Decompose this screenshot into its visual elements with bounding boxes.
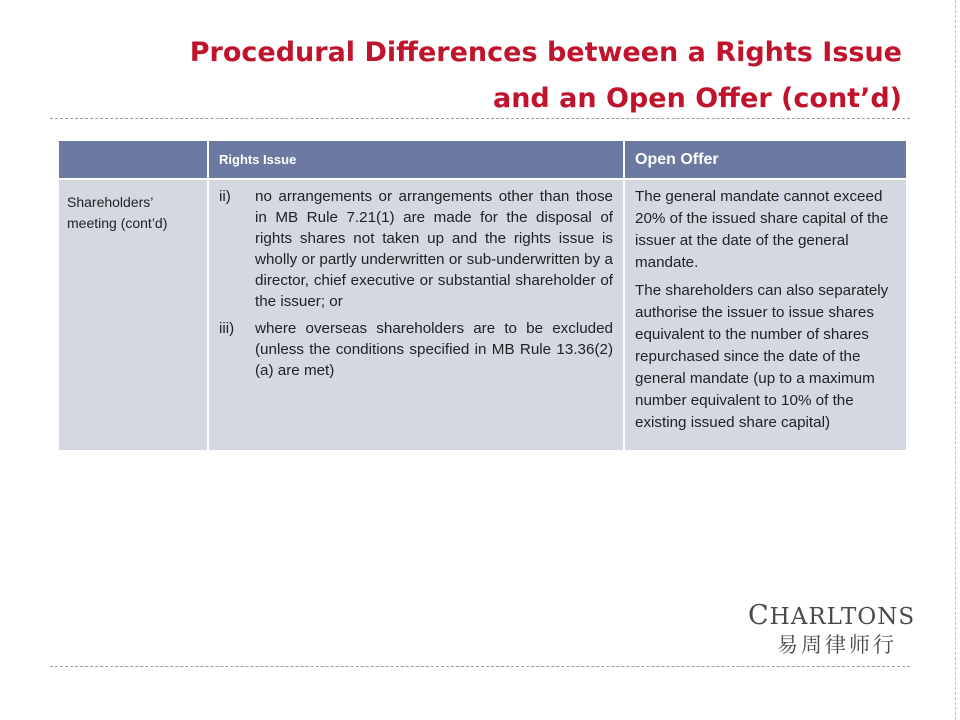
item-text: no arrangements or arrangements other than those in MB Rule 7.21(1) are made for the disposal of rights shares not taken up and the rights issue is wholly or partly underwritten or sub-underwritten by a director, chief executive or substantial shareholder of the issuer; or <box>255 188 613 310</box>
row-label-cell <box>58 179 208 451</box>
rights-issue-cell <box>208 179 624 451</box>
list-item <box>219 318 613 381</box>
slide-title-line-2: and an Open Offer (cont’d) <box>492 83 902 114</box>
open-offer-paragraph: The shareholders can also separately authorise the issuer to issue shares equivalent to the number of shares repurchased since the date of the general mandate (up to a maximum number equivalent to 10% of the existing issued share capital) <box>635 282 889 431</box>
item-number: ii) <box>219 188 231 205</box>
table-header-row <box>58 140 907 179</box>
row-label: Shareholders’ meeting (cont’d) <box>67 194 168 231</box>
logo-chinese: 易周律师行 <box>777 633 897 657</box>
right-edge-dashed-line <box>955 0 956 720</box>
table-row <box>58 179 907 451</box>
title-divider <box>50 118 910 119</box>
header-open-offer: Open Offer <box>624 140 907 179</box>
slide-title-line-1: Procedural Differences between a Rights Issue <box>189 37 902 68</box>
logo-rest: HARLTONS <box>769 604 916 630</box>
logo-initial: C <box>748 600 770 631</box>
item-text: where overseas shareholders are to be excluded (unless the conditions specified in MB Rule 13.36(2)(a) are met) <box>255 320 613 379</box>
header-rights-issue: Rights Issue <box>208 140 624 179</box>
footer-divider <box>50 666 910 667</box>
header-blank-cell <box>58 140 208 179</box>
open-offer-paragraph: The general mandate cannot exceed 20% of the issued share capital of the issuer at the date of the general mandate. <box>635 188 889 271</box>
charltons-logo <box>748 600 916 658</box>
open-offer-cell <box>624 179 907 451</box>
slide-title <box>142 30 902 122</box>
item-number: iii) <box>219 320 235 337</box>
comparison-table <box>57 139 908 452</box>
logo-wordmark <box>748 600 916 632</box>
list-item <box>219 186 613 312</box>
